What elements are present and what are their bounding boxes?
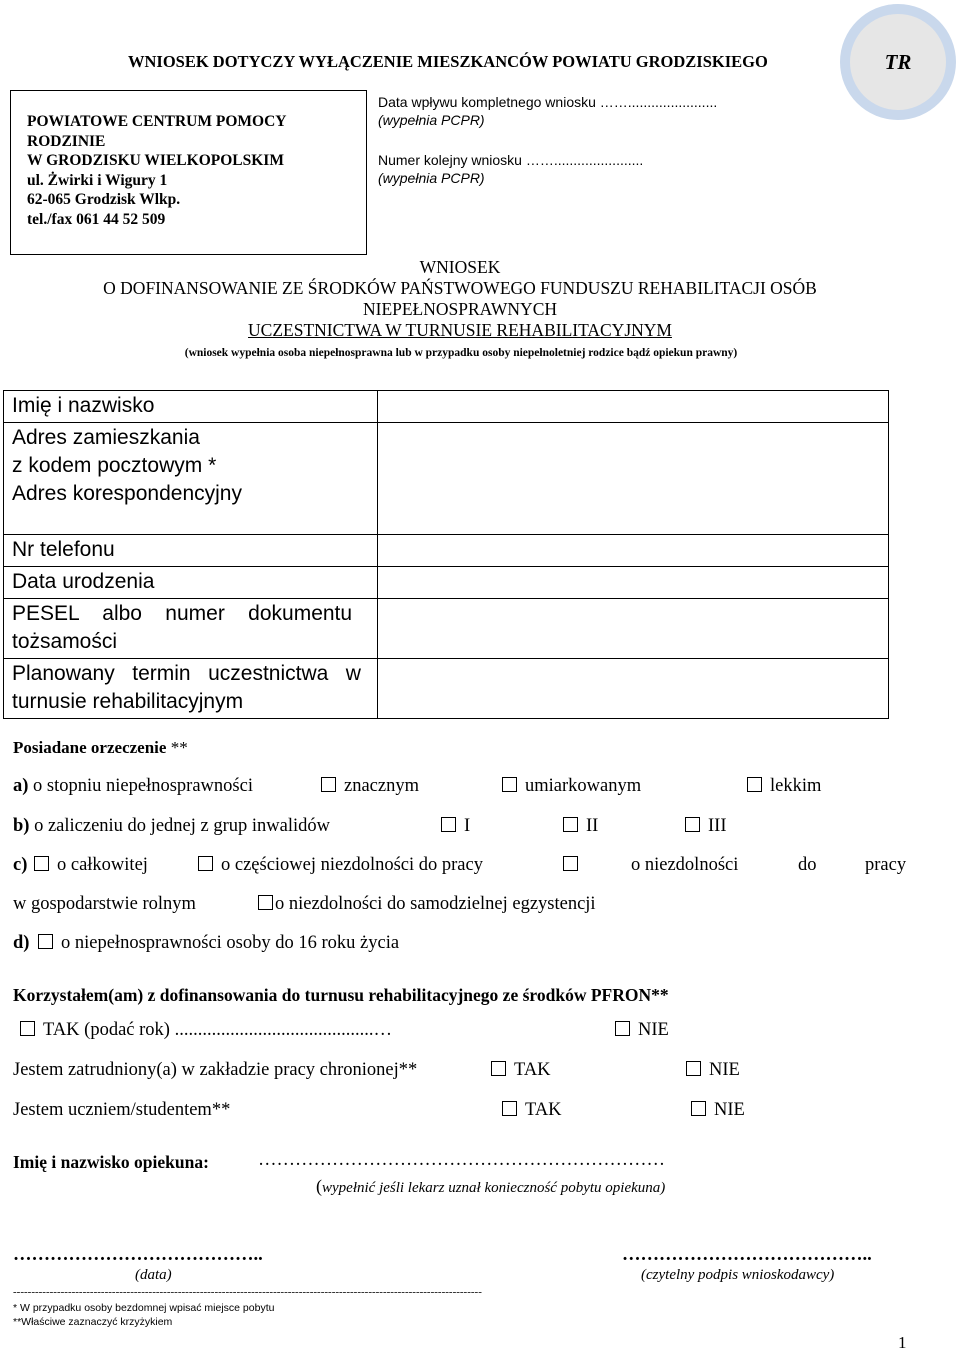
address-label: Adres zamieszkania (12, 426, 200, 449)
pesel-input[interactable] (378, 599, 889, 659)
checkbox-square[interactable] (198, 856, 213, 871)
checkbox-label: TAK (podać rok) ...........................................… (43, 1020, 392, 1040)
checkbox-square[interactable] (615, 1021, 630, 1036)
title-line-underlined: UCZESTNICTWA W TURNUSIE REHABILITACYJNYM (248, 320, 672, 340)
cert-row-b (13, 816, 330, 837)
checkbox-student-no[interactable] (691, 1100, 745, 1121)
term-input[interactable] (378, 659, 889, 719)
checkbox-label: TAK (525, 1100, 562, 1120)
checkbox-label: NIE (638, 1020, 669, 1040)
checkbox-square[interactable] (321, 777, 336, 792)
employed-label: Jestem zatrudniony(a) w zakładzie pracy chronionej** (13, 1060, 418, 1080)
footnote-separator: -------------------------------------------------------------------------------------------------------------------------------- (13, 1286, 482, 1298)
office-line: W GRODZISKU WIELKOPOLSKIM (27, 152, 284, 169)
pesel-label-cont: tożsamości (12, 630, 118, 653)
guardian-input[interactable]: ………………………………………………………… (258, 1150, 665, 1170)
cert-row-a (13, 776, 253, 797)
checkbox-partial-incapacity[interactable] (198, 855, 483, 876)
page-number: 1 (898, 1333, 907, 1352)
farm-incapacity-label-do: do (798, 855, 817, 875)
checkbox-label: NIE (709, 1060, 740, 1080)
cert-row-c (13, 855, 27, 876)
title-note: (wniosek wypełnia osoba niepełnosprawna lub w przypadku osoby niepełnoletniej rodzice bądź opiekun prawny) (184, 347, 738, 359)
date-label: (data) (135, 1267, 172, 1283)
pesel-label-cell (4, 599, 378, 659)
phone-input[interactable] (378, 535, 889, 567)
checkbox-square[interactable] (258, 895, 273, 910)
address-label-postal: z kodem pocztowym * (12, 454, 217, 477)
checkbox-square[interactable] (563, 856, 578, 871)
checkbox-label: NIE (714, 1100, 745, 1120)
footnote-homeless: * W przypadku osoby bezdomnej wpisać miejsce pobytu (13, 1302, 275, 1314)
guardian-note-text: wypełnić jeśli lekarz uznał konieczność pobytu opiekuna) (322, 1180, 666, 1196)
certificate-heading-mark: ** (166, 738, 188, 757)
farm-incapacity-label: o niezdolności (631, 855, 739, 875)
name-label: Imię i nazwisko (12, 394, 155, 417)
form-title (0, 257, 920, 341)
cert-b-letter: b) (13, 816, 30, 836)
certificate-heading-text: Posiadane orzeczenie (13, 738, 167, 757)
term-label-cell (4, 659, 378, 719)
checkbox-significant[interactable] (321, 776, 419, 797)
farm-incapacity-label-cont: w gospodarstwie rolnym (13, 894, 196, 914)
signature-input[interactable]: ………………………………….. (622, 1245, 872, 1265)
checkbox-employed-yes[interactable] (491, 1060, 551, 1081)
guardian-label: Imię i nazwisko opiekuna: (13, 1152, 209, 1172)
signature-label: (czytelny podpis wnioskodawcy) (641, 1267, 835, 1283)
checkbox-square[interactable] (686, 1061, 701, 1076)
birth-date-label-cell (4, 567, 378, 599)
checkbox-moderate[interactable] (502, 776, 641, 797)
personal-data-table (3, 390, 889, 719)
term-label: Planowany termin uczestnictwa w (12, 662, 361, 685)
application-number-field[interactable] (378, 152, 643, 186)
term-label-cont: turnusie rehabilitacyjnym (12, 690, 244, 713)
checkbox-label: TAK (514, 1060, 551, 1080)
correspondence-address-label: Adres korespondencyjny (12, 482, 242, 505)
checkbox-label: III (708, 816, 727, 836)
checkbox-independent-living[interactable] (258, 894, 596, 915)
title-line: WNIOSEK (419, 257, 501, 277)
name-label-cell (4, 391, 378, 423)
checkbox-square[interactable] (502, 777, 517, 792)
application-number-label: Numer kolejny wniosku ……....................... (378, 152, 644, 168)
checkbox-farm-incapacity[interactable] (563, 855, 586, 876)
name-input[interactable] (378, 391, 889, 423)
checkbox-label: o niezdolności do samodzielnej egzystencji (275, 894, 596, 914)
office-line: tel./fax 061 44 52 509 (27, 210, 166, 228)
checkbox-group-2[interactable] (563, 816, 598, 837)
checkbox-square[interactable] (747, 777, 762, 792)
certificate-heading (13, 738, 188, 758)
receipt-date-field[interactable] (378, 94, 717, 128)
pesel-label: PESEL albo numer dokumentu (12, 602, 353, 625)
checkbox-square[interactable] (441, 817, 456, 832)
checkbox-square[interactable] (502, 1101, 517, 1116)
phone-label-cell (4, 535, 378, 567)
application-number-note: (wypełnia PCPR) (378, 170, 485, 186)
checkbox-label: I (464, 816, 471, 836)
checkbox-under-16[interactable] (38, 933, 399, 954)
checkbox-label: znacznym (344, 776, 419, 796)
office-line: RODZINIE (27, 132, 106, 150)
receipt-date-label: Data wpływu kompletnego wniosku ……....................... (378, 94, 718, 110)
checkbox-employed-no[interactable] (686, 1060, 740, 1081)
cert-c-letter: c) (13, 855, 28, 875)
cert-row-d (13, 933, 29, 954)
phone-label: Nr telefonu (12, 538, 115, 561)
office-line: ul. Żwirki i Wigury 1 (27, 171, 168, 189)
checkbox-group-3[interactable] (685, 816, 726, 837)
checkbox-label: o niepełnosprawności osoby do 16 roku życia (61, 933, 400, 953)
checkbox-pfron-no[interactable] (615, 1020, 669, 1041)
office-line: 62-065 Grodzisk Wlkp. (27, 191, 181, 208)
title-line: NIEPEŁNOSPRAWNYCH (362, 299, 558, 319)
checkbox-square[interactable] (691, 1101, 706, 1116)
footnote-cross: **Właściwe zaznaczyć krzyżykiem (13, 1316, 173, 1328)
cert-a-letter: a) (13, 776, 29, 796)
checkbox-pfron-yes[interactable] (20, 1020, 392, 1041)
address-label-cell (4, 423, 378, 535)
checkbox-square[interactable] (38, 934, 53, 949)
office-address (27, 112, 286, 229)
office-line: POWIATOWE CENTRUM POMOCY (27, 113, 287, 130)
checkbox-square[interactable] (491, 1061, 506, 1076)
checkbox-mild[interactable] (747, 776, 821, 797)
checkbox-label: umiarkowanym (525, 776, 642, 796)
checkbox-label: o całkowitej (57, 855, 148, 875)
receipt-date-note: (wypełnia PCPR) (378, 112, 485, 128)
header-title: WNIOSEK DOTYCZY WYŁĄCZENIE MIESZKANCÓW POWIATU GRODZISKIEGO (128, 52, 768, 71)
checkbox-total-incapacity[interactable] (34, 855, 148, 876)
checkbox-square[interactable] (563, 817, 578, 832)
checkbox-label: o częściowej niezdolności do pracy (221, 855, 483, 875)
student-label: Jestem uczniem/studentem** (13, 1100, 231, 1120)
cert-b-text: o zaliczeniu do jednej z grup inwalidów (34, 816, 330, 836)
address-input[interactable] (378, 423, 889, 535)
birth-date-label: Data urodzenia (12, 570, 155, 593)
checkbox-label: lekkim (770, 776, 822, 796)
badge: TR (850, 14, 946, 110)
cert-a-text: o stopniu niepełnosprawności (33, 776, 253, 796)
checkbox-label: II (586, 816, 599, 836)
date-input[interactable]: ………………………………….. (13, 1245, 263, 1265)
title-line: O DOFINANSOWANIE ZE ŚRODKÓW PAŃSTWOWEGO FUNDUSZU REHABILITACJI OSÓB (103, 278, 817, 298)
checkbox-square[interactable] (34, 856, 49, 871)
guardian-note (316, 1176, 665, 1197)
guardian-note-paren: ( (316, 1176, 322, 1196)
birth-date-input[interactable] (378, 567, 889, 599)
checkbox-student-yes[interactable] (502, 1100, 562, 1121)
farm-incapacity-label-pracy: pracy (865, 855, 907, 875)
checkbox-square[interactable] (20, 1021, 35, 1036)
checkbox-square[interactable] (685, 817, 700, 832)
cert-d-letter: d) (13, 933, 30, 953)
pfron-heading: Korzystałem(am) z dofinansowania do turnusu rehabilitacyjnego ze środków PFRON** (13, 985, 669, 1005)
checkbox-group-1[interactable] (441, 816, 470, 837)
